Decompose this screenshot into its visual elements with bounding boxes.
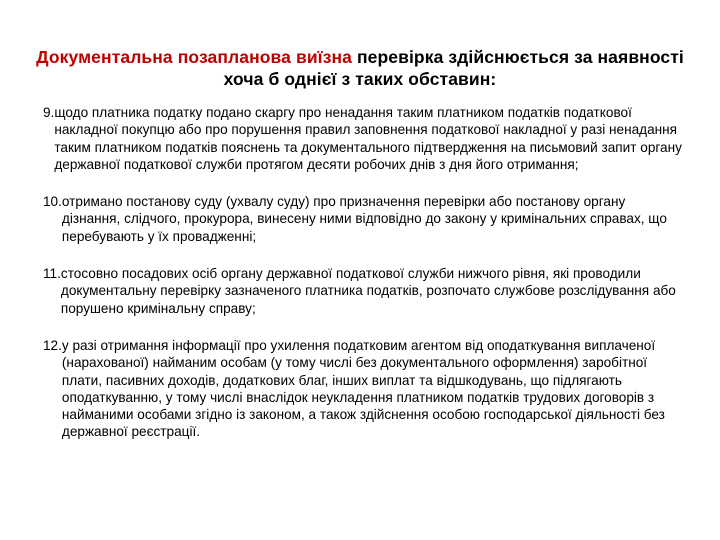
title-accent: Документальна позапланова виїзна bbox=[36, 47, 353, 67]
list-item bbox=[43, 193, 683, 245]
item-number: 12. bbox=[43, 337, 62, 353]
title-rest: перевірка здійснюється за наявності хоча б однієї з таких обставин: bbox=[223, 47, 684, 89]
list-item bbox=[43, 337, 683, 441]
item-number: 11. bbox=[43, 266, 61, 282]
item-text: отримано постанову суду (ухвалу суду) про призначення перевірки або постанову органу дізнання, слідчого, прокурора, винесену ними відповідно до закону у кримінальних справах, що перебувають у їх провадженні; bbox=[61, 194, 667, 244]
conditions-list bbox=[43, 104, 683, 441]
list-item bbox=[43, 265, 683, 317]
item-number: 10. bbox=[43, 194, 62, 210]
item-number: 9. bbox=[43, 105, 55, 120]
item-text: у разі отримання інформації про ухилення податковим агентом від оподаткування виплаченої (нарахованої) найманим особам (у тому числі без документального оформлення) заробітної плати, пасивних доходів, додаткових благ, інших виплат та відшкодувань, що підлягають оподаткуванню, у тому числі внаслідок неукладення платником податків трудових договорів з найманими особами згідно із законом, а також здійснення особою господарської діяльності без державної реєстрації. bbox=[61, 337, 665, 440]
item-text: стосовно посадових осіб органу державної податкової служби нижчого рівня, які проводили документальну перевірку зазначеного платника податків, розпочато службове розслідування або порушено кримінальну справу; bbox=[60, 266, 676, 316]
item-text: щодо платника податку подано скаргу про ненадання таким платником податків податкової накладної покупцю або про порушення правил заповнення податкової накладної у разі ненадання таким платником податків пояснень та документального підтвердження на письмовий запит органу державної податкової служби протягом десяти робочих днів з дня його отримання; bbox=[54, 105, 682, 172]
list-item bbox=[43, 104, 683, 173]
slide-title bbox=[30, 46, 690, 90]
